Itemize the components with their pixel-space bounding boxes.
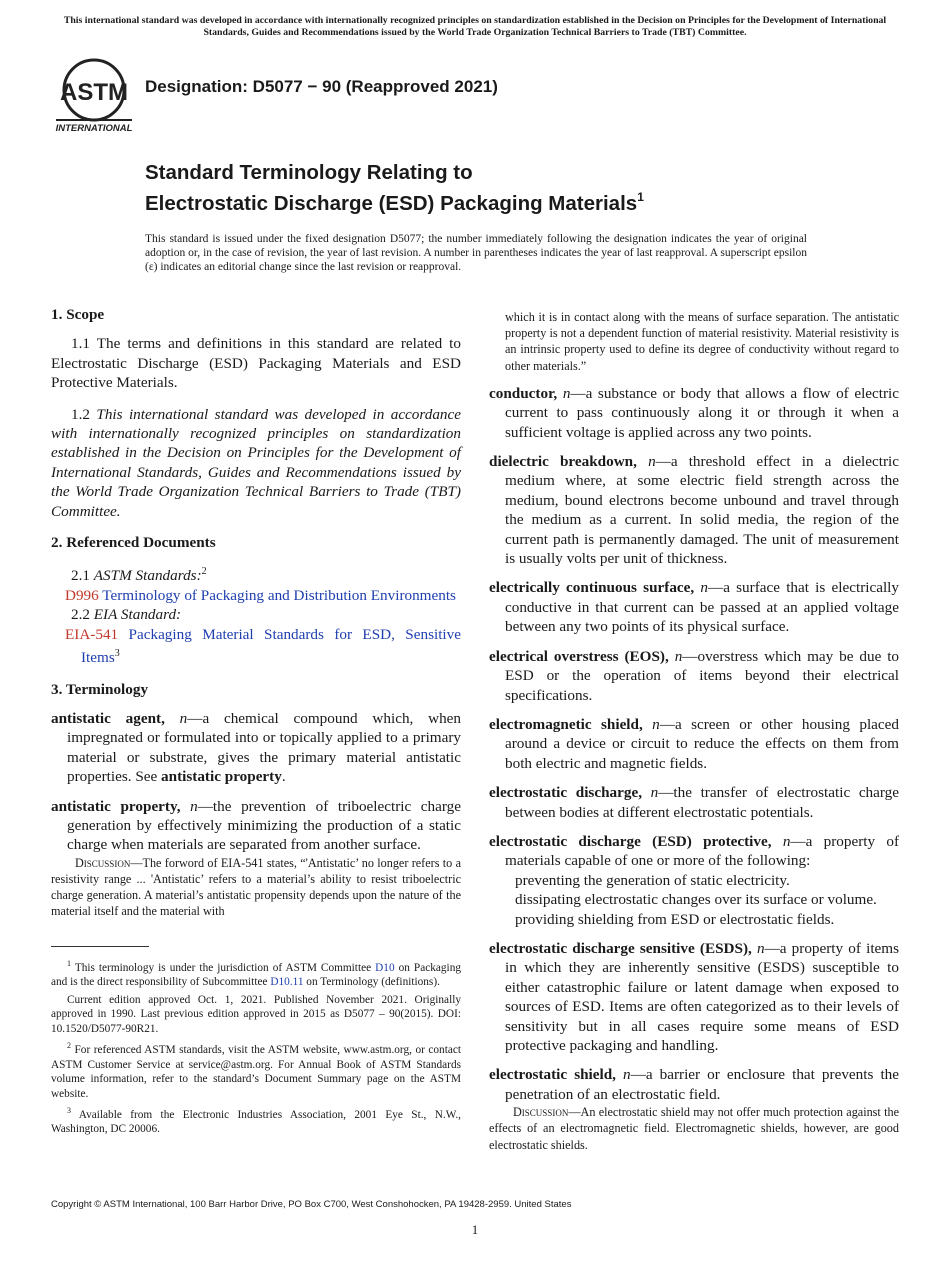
term-pos: n xyxy=(562,384,571,402)
title-footnote-mark: 1 xyxy=(637,190,644,204)
term-definition: —the transfer of electrostatic charge between bodies at different electrostatic potentials. xyxy=(505,784,900,821)
scope-1-2-num: 1.2 xyxy=(71,405,90,423)
section-heading-referenced: 2. Referenced Documents xyxy=(51,534,216,552)
term-pos: n xyxy=(652,715,660,733)
standard-note: This standard is issued under the fixed designation D5077; the number immediately following the designation indicates the year of original adoption or, in the case of revision, the year of last revision. A number in parentheses indicates the year of last reapproval. A superscript epsilon (ε) indicates an editorial change since the last revision or reapproval. xyxy=(145,233,807,274)
term-electrostatic-discharge xyxy=(489,783,899,822)
term-definition: —a chemical compound which, when impregnated or formulated into or topically applied to a primary material or substrate, gives the primary material antistatic properties. See xyxy=(67,710,461,786)
term-definition: —a substance or body that allows a flow of electric current to pass continuously along it or through it when a sufficient voltage is applied across any two points. xyxy=(505,384,900,441)
footnote-1 xyxy=(51,957,461,990)
esd-protective-item: providing shielding from ESD or electrostatic fields. xyxy=(515,910,835,928)
term-electrostatic-shield xyxy=(489,1065,899,1104)
footnote-3 xyxy=(51,1104,461,1137)
footnote-2-mark: 2 xyxy=(67,1041,71,1051)
copyright: Copyright © ASTM International, 100 Barr Harbor Drive, PO Box C700, West Conshohocken, PA 19428-2959. United States xyxy=(51,1199,572,1210)
term-pos: n xyxy=(782,832,791,850)
ref-eia-541-title[interactable]: Packaging Material Standards for ESD, Sensitive Items xyxy=(81,625,461,667)
term-pos: n xyxy=(190,797,198,815)
discussion-antistatic-property xyxy=(51,855,461,920)
ref-d996-title[interactable]: Terminology of Packaging and Distribution Environments xyxy=(102,586,456,604)
scope-1-2-text: This international standard was developed in accordance with internationally recognized principles on standardization established in the Decision on Principles for the Development of International Standards, Guides and Recommendations issued by the World Trade Organization Technical Barriers to Trade (TBT) Committee. xyxy=(51,405,461,520)
section-heading-terminology: 3. Terminology xyxy=(51,680,149,698)
esd-protective-item: preventing the generation of static electricity. xyxy=(515,871,790,889)
footnote-3-text: Available from the Electronic Industries Association, 2001 Eye St., N.W., Washington, DC 20006. xyxy=(51,1108,462,1136)
term-electrical-overstress xyxy=(489,647,899,705)
eia-standard-num: 2.2 xyxy=(71,606,90,624)
footnote-1-mark: 1 xyxy=(67,959,71,968)
standardization-notice: This international standard was developed in accordance with internationally recognized principles on standardization established in the Decision on Principles for the Development of International Standards, Guides and Recommendations issued by the World Trade Organization Technical Barriers to Trade (TBT) Committee. xyxy=(63,15,887,38)
ref-eia-541[interactable] xyxy=(51,625,461,668)
title-line-1: Standard Terminology Relating to xyxy=(145,161,473,184)
discussion-label: Discussion xyxy=(75,855,131,870)
term-pos: n xyxy=(650,784,659,802)
term-pos: n xyxy=(700,579,708,597)
astm-standards-num: 2.1 xyxy=(71,567,90,585)
term-definition: —a surface that is electrically conductive in that current can be passed at an applied voltage between any two points of its physical surface. xyxy=(505,579,899,636)
astm-logo xyxy=(52,57,136,135)
section-heading-scope: 1. Scope xyxy=(51,306,105,323)
term-name: antistatic property, xyxy=(51,797,181,815)
term-definition: —a property of items in which they are inherently sensitive (ESDS) susceptible to either catastrophic failure or latent damage when exposed to sources of ESD. Items are often categorized as to their levels of sensitivity but in all cases require some means of ESD protective packaging and handling. xyxy=(505,939,900,1054)
link-d10[interactable]: D10 xyxy=(375,961,395,974)
astm-standards-text: ASTM Standards: xyxy=(93,567,202,585)
discussion-electrostatic-shield xyxy=(489,1104,899,1153)
term-name: electrically continuous surface, xyxy=(489,579,695,597)
ref-eia-541-sup: 3 xyxy=(114,648,120,660)
term-antistatic-agent xyxy=(51,709,461,787)
title-line-2-text: Electrostatic Discharge (ESD) Packaging Materials xyxy=(145,192,638,215)
term-name: electrostatic discharge, xyxy=(489,784,642,802)
astm-standards-sup: 2 xyxy=(201,566,207,578)
title-line-2 xyxy=(145,185,845,216)
term-name: electrostatic discharge sensitive (ESDS), xyxy=(489,939,752,957)
footnotes xyxy=(51,957,461,1140)
esd-protective-item: dissipating electrostatic changes over its surface or volume. xyxy=(515,891,877,909)
footnote-edition: Current edition approved Oct. 1, 2021. Published November 2021. Originally approved in 1990. Last previous edition approved in 2015 as D5077 – 90(2015). DOI: 10.1520/D5077-90R21. xyxy=(51,993,461,1035)
term-antistatic-property xyxy=(51,797,461,855)
footnote-1-text-c: on Terminology (definitions). xyxy=(303,976,440,989)
logo-text: INTERNATIONAL xyxy=(55,123,133,134)
footnote-rule xyxy=(51,946,149,947)
term-conductor xyxy=(489,384,899,442)
term-name: dielectric breakdown, xyxy=(489,453,637,471)
term-esds xyxy=(489,939,899,1055)
term-definition: —a property of materials capable of one or more of the following: xyxy=(505,832,899,870)
term-name: electrical overstress (EOS), xyxy=(489,647,669,665)
term-name: electromagnetic shield, xyxy=(489,715,643,733)
right-column xyxy=(489,309,899,1153)
term-definition: —a screen or other housing placed around a device or circuit to reduce the effects on them from both electric and magnetic fields. xyxy=(505,715,899,772)
discussion-label: Discussion xyxy=(513,1105,569,1120)
term-name: antistatic agent, xyxy=(51,710,165,728)
term-pos: n xyxy=(179,710,188,728)
footnote-1-text-b: on Packaging and is the direct responsibility of Subcommittee xyxy=(51,961,461,989)
term-name: electrostatic shield, xyxy=(489,1066,616,1084)
ref-eia-541-code[interactable]: EIA-541 xyxy=(65,625,119,643)
document-title xyxy=(145,160,845,216)
term-definition: —the prevention of triboelectric charge generation by effectively minimizing the production of a static charge when materials are separated from another surface. xyxy=(67,797,461,854)
term-esd-protective xyxy=(489,832,899,871)
scope-1-2 xyxy=(51,405,461,521)
term-definition: —overstress which may be due to ESD or the operation of items beyond their electrical specifications. xyxy=(505,647,900,704)
term-name: conductor, xyxy=(489,384,558,402)
footnote-1-text-a: This terminology is under the jurisdiction of ASTM Committee xyxy=(74,961,376,974)
term-pos: n xyxy=(756,939,765,957)
footnote-3-mark: 3 xyxy=(67,1106,71,1116)
left-column xyxy=(51,305,461,920)
term-pos: n xyxy=(674,647,683,665)
discussion-text: —An electrostatic shield may not offer much protection against the effects of an electromagnetic field. Electromagnetic shields, however, are good electrostatic shields. xyxy=(489,1105,899,1152)
term-pos: n xyxy=(623,1066,631,1084)
term-electromagnetic-shield xyxy=(489,715,899,773)
scope-1-1: 1.1 The terms and definitions in this standard are related to Electrostatic Discharge (ESD) Packaging Materials and ESD Protective Materials. xyxy=(51,335,461,392)
eia-standard-label xyxy=(71,605,461,624)
ref-d996-code[interactable]: D996 xyxy=(65,586,99,604)
term-electrically-continuous-surface xyxy=(489,578,899,636)
ref-d996[interactable] xyxy=(51,586,461,605)
term-pos: n xyxy=(648,453,656,471)
eia-standard-text: EIA Standard: xyxy=(93,606,182,624)
discussion-continued: which it is in contact along with the means of surface separation. The antistatic property is not a dependent function of material resistivity. Material resistivity is an intrinsic property used to define its degree of conductivity without regard to other materials.” xyxy=(505,310,899,373)
term-see-reference: antistatic property xyxy=(161,768,282,786)
term-definition: —a threshold effect in a dielectric medium where, at some electric field strength across the medium, bound electrons become unbound and travel through the medium as a current. In solid media, the region of the current path is permanently damaged. The unit of measurement is usually volts per unit of thickness. xyxy=(505,453,899,568)
footnote-2-text: For referenced ASTM standards, visit the ASTM website, www.astm.org, or contact ASTM Customer Service at service@astm.org. For Annual Book of ASTM Standards volume information, refer to the standard’s Document Summary page on the ASTM website. xyxy=(51,1044,461,1100)
astm-logo-icon xyxy=(52,57,136,135)
term-definition: —a barrier or enclosure that prevents the penetration of an electrostatic field. xyxy=(505,1066,899,1103)
term-name: electrostatic discharge (ESD) protective, xyxy=(489,832,772,850)
designation: Designation: D5077 − 90 (Reapproved 2021) xyxy=(145,77,498,96)
logo-letters: ASTM xyxy=(60,79,128,106)
term-end: . xyxy=(281,768,286,786)
footnote-2 xyxy=(51,1039,461,1101)
page-number: 1 xyxy=(471,1222,479,1237)
link-d10-11[interactable]: D10.11 xyxy=(270,976,304,989)
discussion-text: —The forword of EIA-541 states, “'Antistatic’ no longer refers to a resistivity range ... 'Antistatic’ refers to a material’s ability to resist triboelectric charge generation. A material’s antistatic propensity depends upon the nature of the material itself and the material with xyxy=(51,855,461,919)
astm-standards-label xyxy=(71,562,461,585)
term-dielectric-breakdown xyxy=(489,452,899,568)
